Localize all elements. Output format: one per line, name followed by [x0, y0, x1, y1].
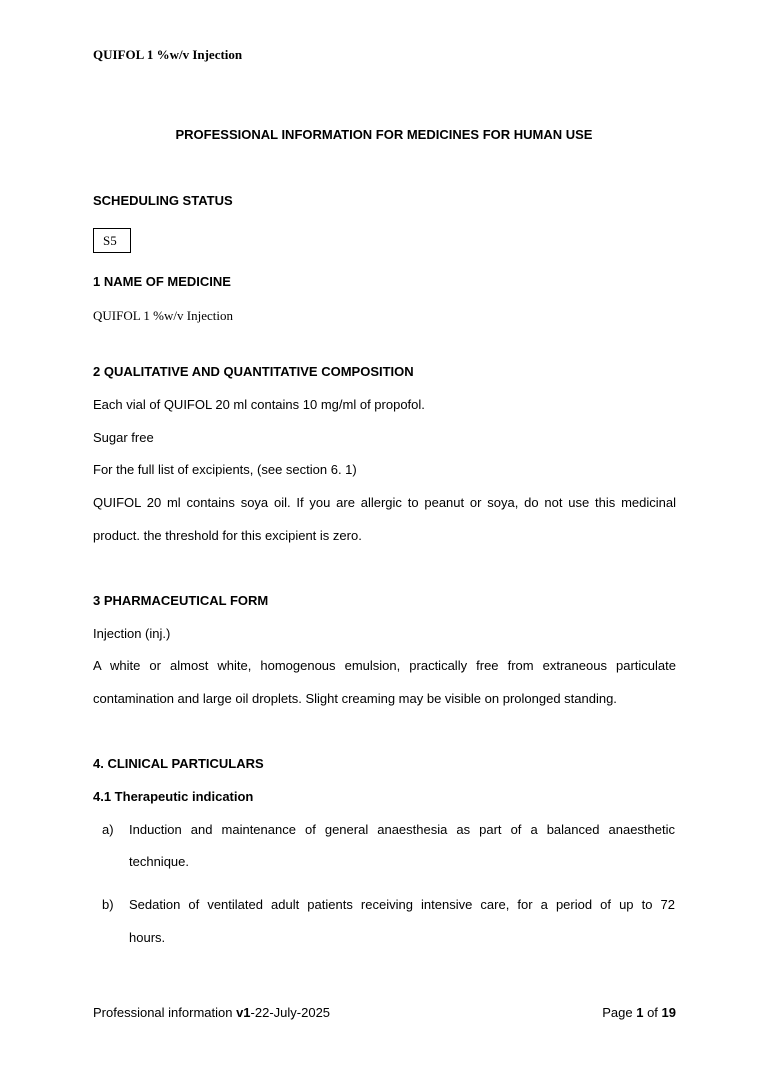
composition-line-1: Each vial of QUIFOL 20 ml contains 10 mg/ml of propofol. [93, 397, 425, 412]
section-3-heading: 3 PHARMACEUTICAL FORM [93, 593, 269, 608]
footer-page-total: 19 [661, 1005, 676, 1020]
form-line-3: contamination and large oil droplets. Slight creaming may be visible on prolonged standing. [93, 691, 617, 706]
indication-a-line-2: technique. [129, 854, 189, 869]
indication-b-line-1: Sedation of ventilated adult patients receiving intensive care, for a period of up to 72 [129, 897, 675, 912]
footer-page-word: Page [602, 1005, 637, 1020]
scheduling-status-box [93, 228, 131, 253]
footer-version [93, 1005, 330, 1020]
section-4-1-heading: 4.1 Therapeutic indication [93, 789, 254, 804]
composition-line-3: For the full list of excipients, (see section 6. 1) [93, 462, 357, 477]
composition-line-4: QUIFOL 20 ml contains soya oil. If you are allergic to peanut or soya, do not use this medicinal [93, 495, 676, 510]
indication-a-line-1: Induction and maintenance of general anaesthesia as part of a balanced anaesthetic [129, 822, 675, 837]
composition-line-5: product. the threshold for this excipient is zero. [93, 528, 362, 543]
indication-b-marker: b) [102, 897, 114, 912]
section-4-heading: 4. CLINICAL PARTICULARS [93, 756, 264, 771]
footer-version-date: -22-July-2025 [250, 1005, 331, 1020]
medicine-name: QUIFOL 1 %w/v Injection [93, 308, 233, 323]
footer-version-number: v1 [236, 1005, 251, 1020]
form-line-2: A white or almost white, homogenous emulsion, practically free from extraneous particulate [93, 658, 676, 673]
form-line-1: Injection (inj.) [93, 626, 171, 641]
section-2-heading: 2 QUALITATIVE AND QUANTITATIVE COMPOSITION [93, 364, 414, 379]
composition-line-2: Sugar free [93, 430, 154, 445]
scheduling-status-value: S5 [103, 233, 117, 248]
running-header: QUIFOL 1 %w/v Injection [93, 47, 243, 62]
footer-version-prefix: Professional information [93, 1005, 237, 1020]
indication-a-marker: a) [102, 822, 114, 837]
footer-page-current: 1 [636, 1005, 644, 1020]
scheduling-status-heading: SCHEDULING STATUS [93, 193, 233, 208]
section-1-heading: 1 NAME OF MEDICINE [93, 274, 231, 289]
document-title: PROFESSIONAL INFORMATION FOR MEDICINES FOR HUMAN USE [175, 127, 593, 142]
footer-page-of: of [643, 1005, 662, 1020]
indication-b-line-2: hours. [129, 930, 166, 945]
footer-page-number [602, 1005, 676, 1020]
